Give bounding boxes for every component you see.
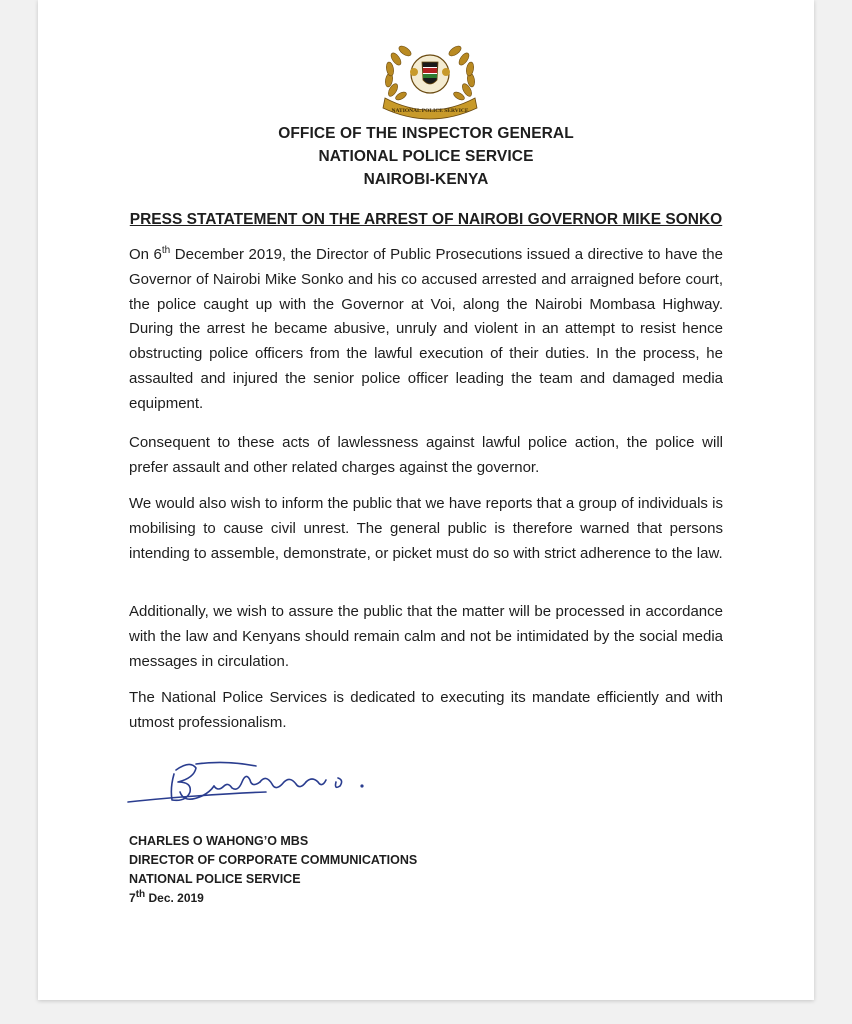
service-heading: NATIONAL POLICE SERVICE [318, 148, 534, 165]
signatory-position: DIRECTOR OF CORPORATE COMMUNICATIONS [129, 853, 418, 867]
crest-ribbon-text: NATIONAL POLICE SERVICE [391, 108, 469, 114]
signatory-organization: NATIONAL POLICE SERVICE [129, 872, 301, 886]
statement-date [129, 891, 529, 905]
paragraph-3: We would also wish to inform the public that we have reports that a group of individuals is mobilising to cause civil unrest. The general public is therefore warned that persons intending to assemble, demonstrate, or picket must do so with strict adherence to the law. [129, 495, 723, 562]
office-heading: OFFICE OF THE INSPECTOR GENERAL [278, 125, 574, 142]
paragraph-1-ordinal: th [161, 245, 171, 256]
statement-title: PRESS STATATEMENT ON THE ARREST OF NAIROBI GOVERNOR MIKE SONKO [129, 211, 723, 228]
date-ordinal: th [135, 889, 146, 900]
date-lead: 7 [129, 891, 136, 905]
location-heading: NAIROBI-KENYA [363, 171, 489, 188]
paragraph-5: The National Police Services is dedicated to executing its mandate efficiently and with utmost professionalism. [129, 689, 723, 731]
paragraph-2: Consequent to these acts of lawlessness against lawful police action, the police will prefer assault and other related charges against the governor. [129, 434, 723, 476]
paragraph-1-rest: December 2019, the Director of Public Prosecutions issued a directive to have the Governor of Nairobi Mike Sonko and his co accused arrested and arraigned before court, the police caught up with the Governor at Voi, along the Nairobi Mombasa Highway. During the arrest he became abusive, unruly and violent in an attempt to resist hence obstructing police officers from the lawful execution of their duties. In the process, he assaulted and injured the senior police officer leading the team and damaged media equipment. [129, 246, 723, 412]
handwritten-signature [126, 752, 386, 814]
date-rest: Dec. 2019 [145, 891, 204, 905]
police-crest-logo [373, 38, 487, 120]
document-page [38, 0, 814, 1000]
paragraph-4: Additionally, we wish to assure the public that the matter will be processed in accordance with the law and Kenyans should remain calm and not be intimidated by the social media messages in circulation. [129, 603, 723, 670]
paragraph-1 [129, 243, 723, 417]
paragraph-1-lead: On 6 [129, 246, 162, 263]
signatory-name: CHARLES O WAHONG’O MBS [129, 834, 309, 848]
